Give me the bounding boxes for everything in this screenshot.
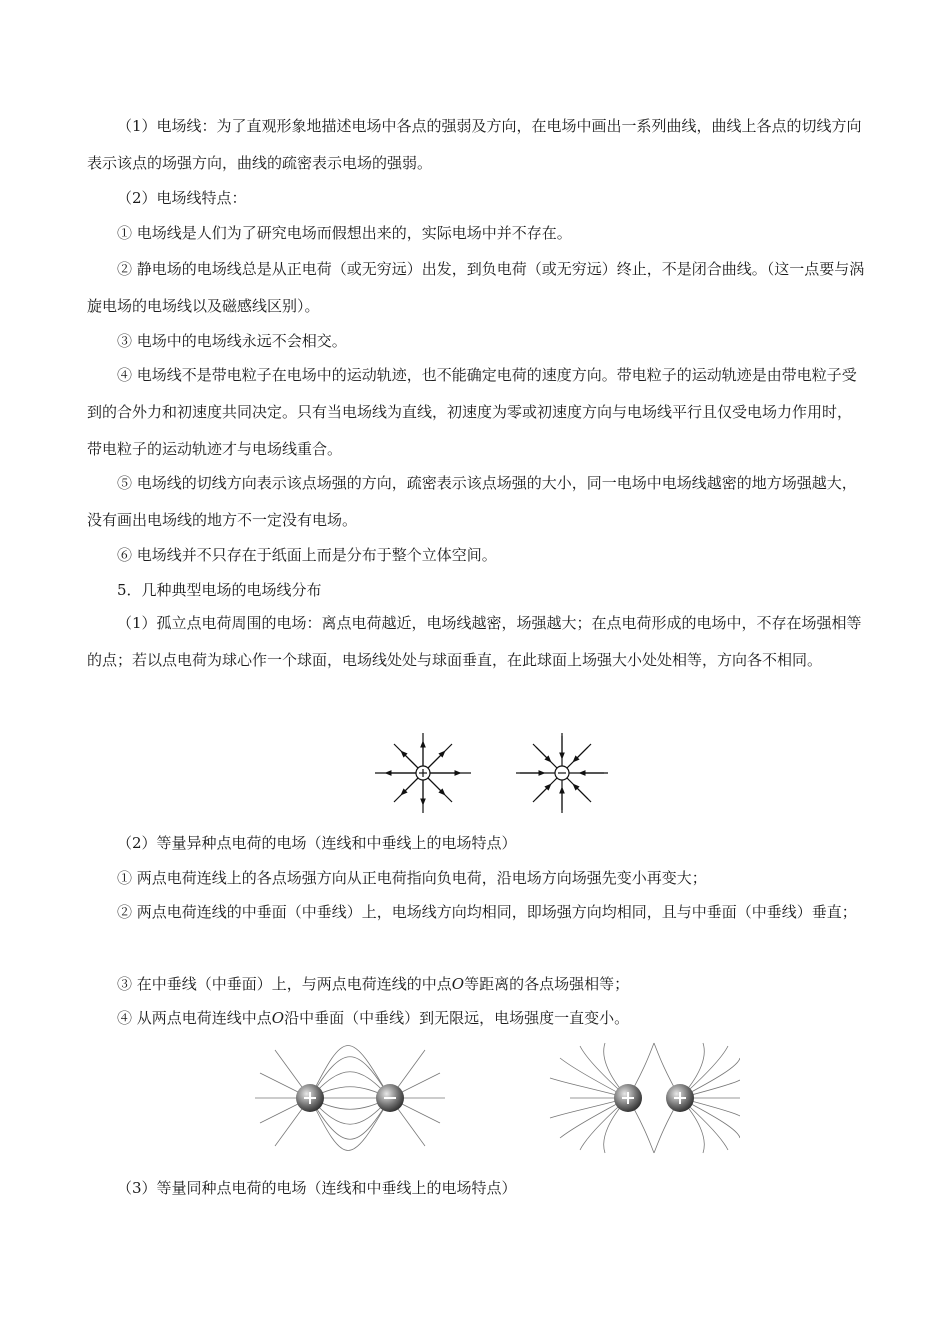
paragraph-isolated-point-charge: （1）孤立点电荷周围的电场：离点电荷越近，电场线越密，场强越大；在点电荷形成的电场中，不存在场强相等的点；若以点电荷为球心作一个球面，电场线处处与球面垂直，在此球面上场强大小处处相等，方向各不相同。 — [87, 614, 862, 669]
like-charges-field-diagram — [550, 1043, 740, 1153]
paragraph-opposite-charges-heading: （2）等量异种点电荷的电场（连线和中垂线上的电场特点） — [117, 834, 517, 852]
paragraph-field-line-features-heading: （2）电场线特点： — [117, 189, 247, 207]
paragraph-feature-6: ⑥ 电场线并不只存在于纸面上而是分布于整个立体空间。 — [117, 546, 497, 564]
paragraph-electric-field-line-definition: （1）电场线：为了直观形象地描述电场中各点的强弱及方向，在电场中画出一系列曲线，曲线上各点的切线方向表示该点的场强方向，曲线的疏密表示电场的强弱。 — [87, 117, 862, 172]
negative-charge-diagram — [516, 733, 608, 813]
isolated-point-charge-figure — [370, 730, 610, 830]
opposite-charges-field-diagram — [255, 1046, 445, 1151]
paragraph-feature-5: ⑤ 电场线的切线方向表示该点场强的方向，疏密表示该点场强的大小，同一电场中电场线越密的地方场强越大，没有画出电场线的地方不一定没有电场。 — [87, 474, 857, 529]
paragraph-feature-3: ③ 电场中的电场线永远不会相交。 — [117, 332, 347, 350]
section-heading-typical-fields: 5．几种典型电场的电场线分布 — [117, 581, 322, 599]
point-o-label: O — [451, 975, 465, 993]
two-charge-field-figure — [250, 1038, 740, 1158]
positive-charge-diagram — [375, 733, 471, 813]
point-o-label: O — [271, 1009, 285, 1027]
paragraph-feature-1: ① 电场线是人们为了研究电场而假想出来的，实际电场中并不存在。 — [117, 224, 572, 242]
paragraph-like-charges-heading: （3）等量同种点电荷的电场（连线和中垂线上的电场特点） — [117, 1179, 517, 1197]
paragraph-feature-4: ④ 电场线不是带电粒子在电场中的运动轨迹，也不能确定电荷的速度方向。带电粒子的运动轨迹是由带电粒子受到的合外力和初速度共同决定。只有当电场线为直线，初速度为零或初速度方向与电场线平行且仅受电场力作用时，带电粒子的运动轨迹才与电场线重合。 — [87, 366, 857, 458]
paragraph-feature-2: ② 静电场的电场线总是从正电荷（或无穷远）出发，到负电荷（或无穷远）终止，不是闭合曲线。（这一点要与涡旋电场的电场线以及磁感线区别）。 — [87, 260, 865, 315]
paragraph-opposite-charges-1: ① 两点电荷连线上的各点场强方向从正电荷指向负电荷，沿电场方向场强先变小再变大； — [117, 869, 707, 887]
paragraph-opposite-charges-2: ② 两点电荷连线的中垂面（中垂线）上，电场线方向均相同，即场强方向均相同，且与中垂面（中垂线）垂直； — [117, 903, 857, 921]
paragraph-opposite-charges-4: ④ 从两点电荷连线中点O沿中垂面（中垂线）到无限远，电场强度一直变小。 — [117, 1009, 630, 1027]
paragraph-opposite-charges-3: ③ 在中垂线（中垂面）上，与两点电荷连线的中点O等距离的各点场强相等； — [117, 975, 630, 993]
